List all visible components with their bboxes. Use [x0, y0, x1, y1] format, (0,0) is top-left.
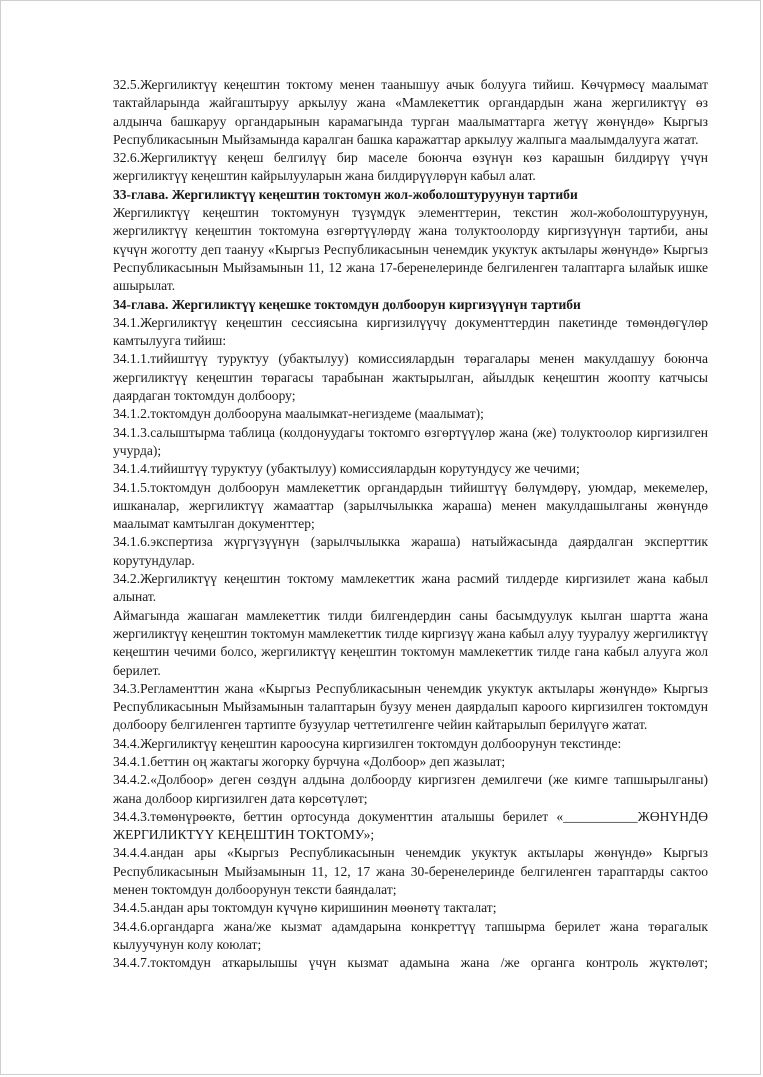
paragraph-34-4-1: 34.4.1.беттин оң жактагы жогорку бурчуна «Долбоор» деп жазылат; — [113, 753, 506, 769]
paragraph-34-1-3: 34.1.3.салыштырма таблица (колдонуудагы токтомго өзгөртүүлөр жана (же) толуктоолор киргизилген учурда); — [113, 424, 708, 458]
paragraph-34-1-5: 34.1.5.токтомдун долбоорун мамлекеттик органдардын тийиштүү бөлүмдөрү, уюмдар, мекемелер, ишканалар, жергиликтүү жамааттар (зарылчылыкка жараша) менен макулдашылганы жөнүндө маалымат камтылган документтер; — [113, 479, 708, 532]
paragraph-34-4: 34.4.Жергиликтүү кеңештин кароосуна киргизилген токтомдун долбоорунун текстинде: — [113, 735, 622, 751]
paragraph-34-4-3: 34.4.3.төмөнүрөөктө, беттин ортосунда документтин аталышы берилет «___________ЖӨНҮНДӨ ЖЕРГИЛИКТҮҮ КЕҢЕШТИН ТОКТОМУ»; — [113, 808, 708, 843]
chapter-34-heading: 34-глава. Жергиликтүү кеңешке токтомдун долбоорун киргизүүнүн тартиби — [113, 296, 581, 312]
paragraph-34-1: 34.1.Жергиликтүү кеңештин сессиясына киргизилүүчү документтердин пакетинде төмөндөгүлөр камтылууга тийиш: — [113, 314, 708, 349]
paragraph-32-6: 32.6.Жергиликтүү кеңеш белгилүү бир маселе боюнча өзүнүн көз карашын билдирүү үчүн жергиликтүү кеңештин кайрылууларын жана билдирүүлөрүн кабыл алат. — [113, 150, 708, 184]
paragraph-34-2-cont: Аймагында жашаган мамлекеттик тилди билгендердин саны басымдуулук кылган шартта жана жергиликтүү кеңештин токтомун мамлекеттик тилде киргизүү жана кабыл алуу тууралуу жергиликтүү кеңештин чечими болсо, жергиликтүү кеңештин токтомун мамлекеттик тилде гана кабыл алууга жол берилет. — [113, 607, 708, 678]
paragraph-34-3: 34.3.Регламенттин жана «Кыргыз Республикасынын ченемдик укуктук актылары жөнүндө» Кыргыз Республикасынын Мыйзамынын талаптарын бузуу менен даярдалып кароого киргизилген токтомдун долбоору белгиленген тартипте бузуулар четтетилгенге чейин кайтарылып берилүүгө жатат. — [113, 680, 708, 733]
paragraph-33-body: Жергиликтүү кеңештин токтомунун түзүмдүк элементтерин, текстин жол-жоболоштуруунун, жергиликтүү кеңештин токтомуна өзгөртүүлөрдү жана толуктоолорду киргизүүнүн тартиби, аны күчүн жоготту деп таануу «Кыргыз Республикасынын ченемдик укуктук актылары жөнүндө» Кыргыз Республикасынын Мыйзамынын 11, 12 жана 17-беренелеринде белгиленген талаптарга ылайык ишке ашырылат. — [113, 205, 708, 294]
paragraph-34-2: 34.2.Жергиликтүү кеңештин токтому мамлекеттик жана расмий тилдерде киргизилет жана кабыл алынат. — [113, 571, 708, 605]
paragraph-34-4-6: 34.4.6.органдарга жана/же кызмат адамдарына конкреттүү тапшырма берилет жана төрагалык кылуучунун колу коюлат; — [113, 918, 708, 952]
paragraph-34-4-4: 34.4.4.андан ары «Кыргыз Республикасынын ченемдик укуктук актылары жөнүндө» Кыргыз Республикасынын Мыйзамынын 11, 12, 17 жана 30-беренелеринде белгиленген тараптарды сактоо менен токтомдун долбоорунун тексти баяндалат; — [113, 845, 708, 898]
paragraph-34-1-6: 34.1.6.экспертиза жүргүзүүнүн (зарылчылыкка жараша) натыйжасында даярдалган эксперттик корутундулар. — [113, 534, 708, 568]
document-body — [113, 76, 708, 973]
paragraph-34-4-5: 34.4.5.андан ары токтомдун күчүнө киришинин мөөнөтү такталат; — [113, 900, 497, 916]
paragraph-34-1-4: 34.1.4.тийиштүү туруктуу (убактылуу) комиссиялардын корутундусу же чечими; — [113, 461, 580, 477]
paragraph-34-1-1: 34.1.1.тийиштүү туруктуу (убактылуу) комиссиялардын төрагалары менен макулдашуу боюнча жергиликтүү кеңештин төрагасы тарабынан жактырылган, айылдык кеңештин жоопту катчысы даярдаган токтомдун долбоору; — [113, 351, 708, 404]
paragraph-34-4-2: 34.4.2.«Долбоор» деген сөздүн алдына долбоорду киргизген демилгечи (же кимге тапшырылганы) жана долбоор киргизилген дата көрсөтүлөт; — [113, 772, 708, 806]
paragraph-34-4-7: 34.4.7.токтомдун аткарылышы үчүн кызмат адамына жана /же органга контроль жүктөлөт; — [113, 955, 708, 971]
paragraph-34-1-2: 34.1.2.токтомдун долбооруна маалымкат-негиздеме (маалымат); — [113, 406, 484, 422]
paragraph-32-5: 32.5.Жергиликтүү кеңештин токтому менен таанышуу ачык болууга тийиш. Көчүрмөсү маалымат тактайларында жайгаштыруу аркылуу жана «Мамлекеттик органдардын жана жергиликтүү өз алдынча башкаруу органдарынын карамагында турган маалыматтарга жетүү жөнүндө» Кыргыз Республикасынын Мыйзамында каралган башка каражаттар аркылуу жалпыга маалымдалууга жатат. — [113, 77, 708, 147]
chapter-33-heading: 33-глава. Жергиликтүү кеңештин токтомун жол-жоболоштуруунун тартиби — [113, 186, 578, 202]
